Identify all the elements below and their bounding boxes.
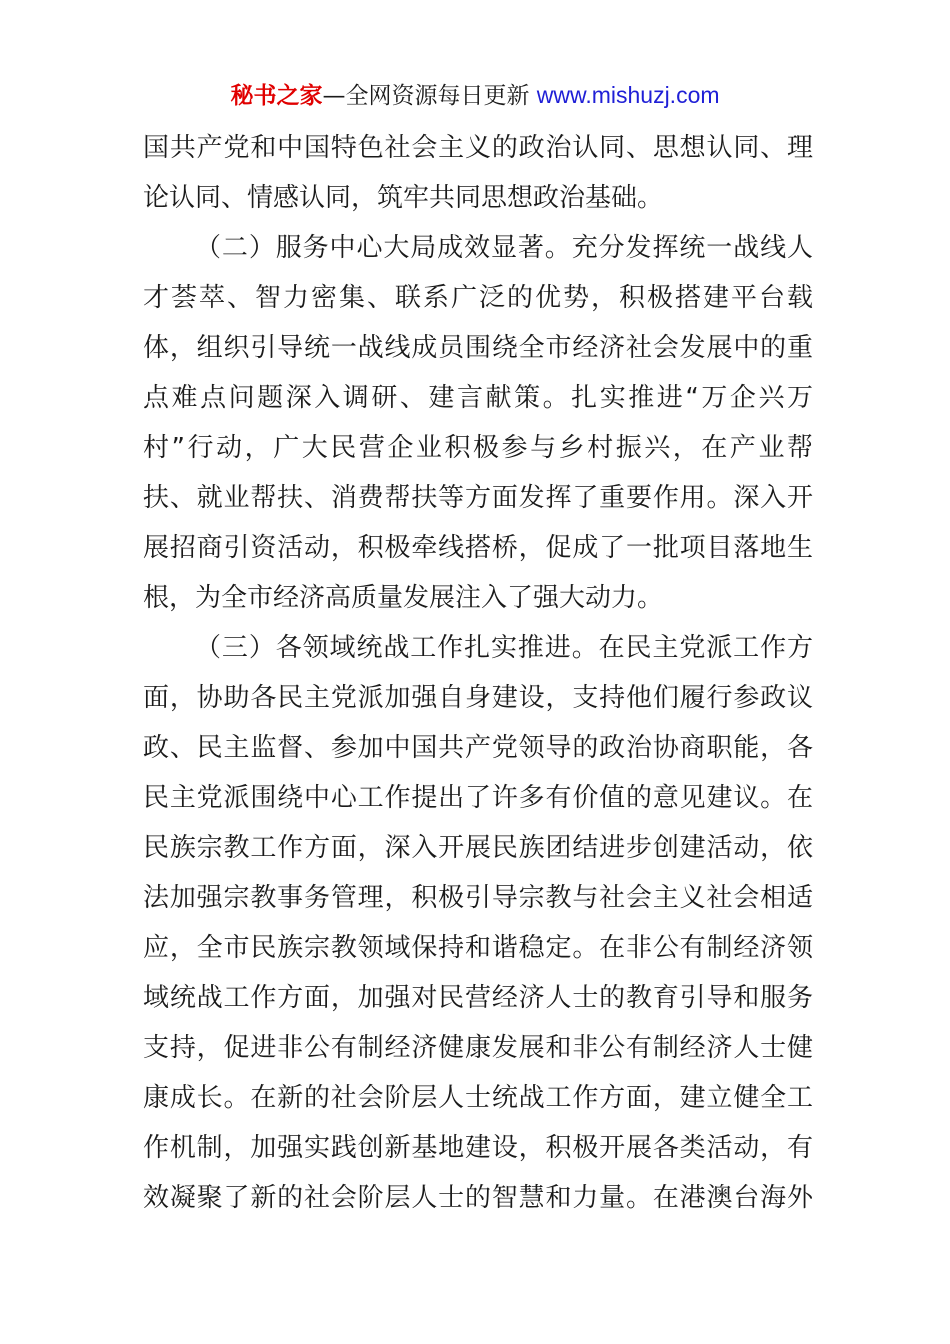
text-line: 才荟萃、智力密集、联系广泛的优势，积极搭建平台载 (143, 283, 813, 313)
text-line: 民族宗教工作方面，深入开展民族团结进步创建活动，依 (143, 833, 813, 863)
text-line: 应，全市民族宗教领域保持和谐稳定。在非公有制经济领 (143, 933, 813, 963)
text-line: 康成长。在新的社会阶层人士统战工作方面，建立健全工 (143, 1083, 813, 1113)
site-tagline: —全网资源每日更新 (322, 83, 530, 109)
paragraph-heading-line: （二）服务中心大局成效显著。充分发挥统一战线人 (195, 233, 813, 263)
text-line: 民主党派围绕中心工作提出了许多有价值的意见建议。在 (143, 783, 813, 813)
page-header (0, 80, 950, 111)
site-url-link[interactable]: www.mishuzj.com (536, 82, 720, 108)
text-line: 支持，促进非公有制经济健康发展和非公有制经济人士健 (143, 1033, 813, 1063)
text-line: 村”行动，广大民营企业积极参与乡村振兴，在产业帮 (143, 433, 813, 463)
text-line: 扶、就业帮扶、消费帮扶等方面发挥了重要作用。深入开 (143, 483, 813, 513)
text-line: 面，协助各民主党派加强自身建设，支持他们履行参政议 (143, 683, 813, 713)
paragraph-heading-line: （三）各领域统战工作扎实推进。在民主党派工作方 (195, 633, 813, 663)
text-line: 国共产党和中国特色社会主义的政治认同、思想认同、理 (143, 133, 813, 163)
text-line: 点难点问题深入调研、建言献策。扎实推进“万企兴万 (143, 383, 813, 413)
text-line: 体，组织引导统一战线成员围绕全市经济社会发展中的重 (143, 333, 813, 363)
text-line: 论认同、情感认同，筑牢共同思想政治基础。 (143, 183, 664, 213)
site-brand: 秘书之家 (230, 83, 323, 109)
text-line: 作机制，加强实践创新基地建设，积极开展各类活动，有 (143, 1133, 813, 1163)
text-line: 法加强宗教事务管理，积极引导宗教与社会主义社会相适 (143, 883, 813, 913)
document-body (143, 123, 813, 1223)
text-line: 展招商引资活动，积极牵线搭桥，促成了一批项目落地生 (143, 533, 813, 563)
text-line: 政、民主监督、参加中国共产党领导的政治协商职能，各 (143, 733, 813, 763)
text-line: 效凝聚了新的社会阶层人士的智慧和力量。在港澳台海外 (143, 1183, 813, 1213)
text-line: 根，为全市经济高质量发展注入了强大动力。 (143, 583, 664, 613)
text-line: 域统战工作方面，加强对民营经济人士的教育引导和服务 (143, 983, 813, 1013)
